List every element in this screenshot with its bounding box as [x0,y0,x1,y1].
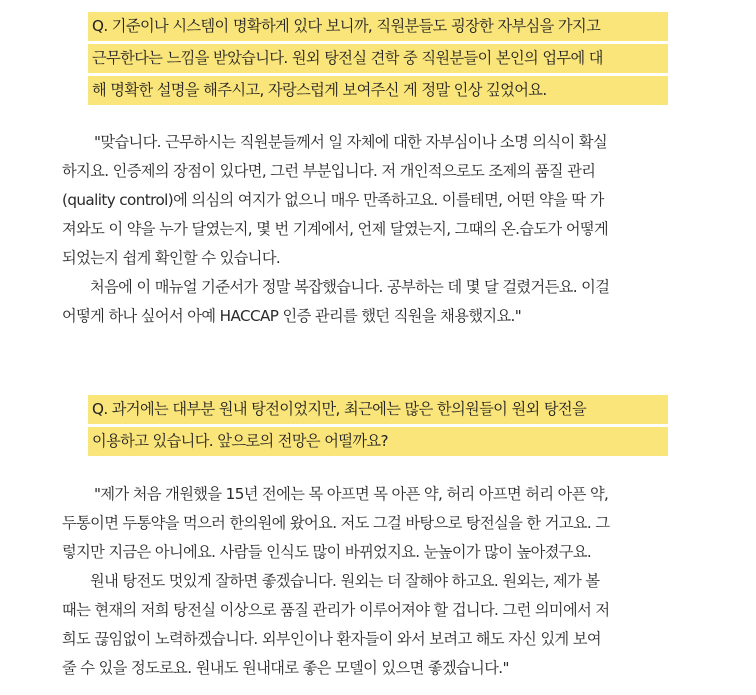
answer-2-line: 원내 탕전도 멋있게 잘하면 좋겠습니다. 원외는 더 잘해야 하고요. 원외는, 제가 볼 [90,572,600,590]
question-1-line: 근무한다는 느낌을 받았습니다. 원외 탕전실 견학 중 직원분들이 본인의 업무에 대 [88,44,668,73]
question-2-line: 이용하고 있습니다. 앞으로의 전망은 어떨까요? [88,427,668,456]
question-1-line: Q. 기준이나 시스템이 명확하게 있다 보니까, 직원분들도 굉장한 자부심을 가지고 [88,12,668,41]
answer-2 [62,480,674,683]
question-1-line: 해 명확한 설명을 해주시고, 자랑스럽게 보여주신 게 정말 인상 깊었어요. [88,76,668,105]
answer-1-line: 처음에 이 매뉴얼 기준서가 정말 복잡했습니다. 공부하는 데 몇 달 걸렸거든요. 이걸 [90,278,610,296]
answer-1-line: 되었는지 쉽게 확인할 수 있습니다. [62,249,281,267]
answer-2-line: 희도 끊임없이 노력하겠습니다. 외부인이나 환자들이 와서 보려고 해도 자신 있게 보여 [62,630,601,648]
answer-2-line: 때는 현재의 저희 탕전실 이상으로 품질 관리가 이루어져야 할 겁니다. 그런 의미에서 저 [62,601,610,619]
answer-2-line: 줄 수 있을 정도로요. 원내도 원내대로 좋은 모델이 있으면 좋겠습니다." [62,659,509,677]
answer-1-line: 져와도 이 약을 누가 달였는지, 몇 번 기계에서, 언제 달였는지, 그때의 온.습도가 어떻게 [62,220,609,238]
question-1 [88,12,668,108]
answer-1-line: (quality control)에 의심의 여지가 없으니 매우 만족하고요. 이를테면, 어떤 약을 딱 가 [62,191,604,209]
answer-2-line: 두통이면 두통약을 먹으러 한의원에 왔어요. 저도 그걸 바탕으로 탕전실을 한 거고요. 그 [62,514,610,532]
question-2 [88,395,668,459]
question-2-line: Q. 과거에는 대부분 원내 탕전이었지만, 최근에는 많은 한의원들이 원외 탕전을 [88,395,668,424]
answer-1 [62,128,674,331]
answer-2-line: 렇지만 지금은 아니에요. 사람들 인식도 많이 바뀌었지요. 눈높이가 많이 높아졌구요. [62,543,592,561]
answer-1-line: 어떻게 하나 싶어서 아예 HACCAP 인증 관리를 했던 직원을 채용했지요." [62,307,522,325]
answer-2-line: "제가 처음 개원했을 15년 전에는 목 아프면 목 아픈 약, 허리 아프면 허리 아픈 약, [94,485,609,503]
answer-1-line: "맞습니다. 근무하시는 직원분들께서 일 자체에 대한 자부심이나 소명 의식이 확실 [94,133,608,151]
answer-1-line: 하지요. 인증제의 장점이 있다면, 그런 부분입니다. 저 개인적으로도 조제의 품질 관리 [62,162,596,180]
